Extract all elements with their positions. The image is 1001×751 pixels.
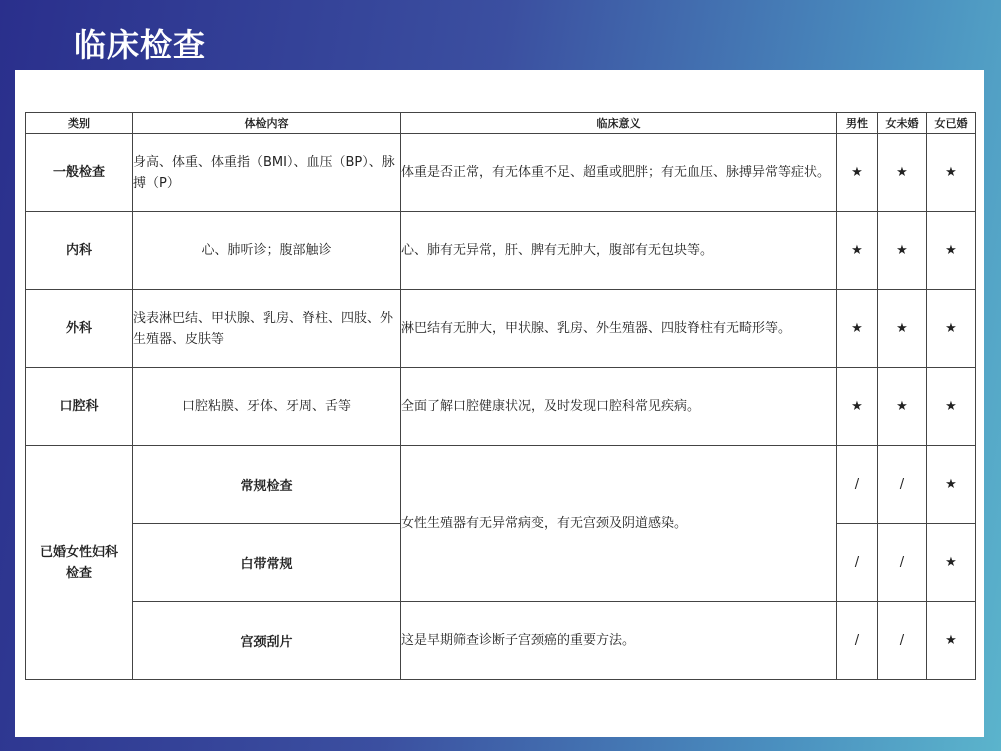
row-significance: 全面了解口腔健康状况，及时发现口腔科常见疾病。: [401, 368, 837, 446]
gyn-item-content: 白带常规: [133, 524, 401, 602]
header-content: 体检内容: [133, 113, 401, 134]
row-content: 口腔粘膜、牙体、牙周、舌等: [133, 368, 401, 446]
content-panel: [15, 70, 984, 737]
table-row: [26, 290, 976, 368]
header-significance: 临床意义: [401, 113, 837, 134]
female-married-mark: ★: [927, 446, 976, 524]
row-content: 心、肺听诊；腹部触诊: [133, 212, 401, 290]
row-significance: 心、肺有无异常，肝、脾有无肿大，腹部有无包块等。: [401, 212, 837, 290]
female-married-mark: ★: [927, 212, 976, 290]
female-unmarried-mark: ★: [878, 212, 927, 290]
table-header-row: [26, 113, 976, 134]
row-category: 外科: [26, 290, 133, 368]
gyn-item-content: 宫颈刮片: [133, 602, 401, 680]
row-content: 浅表淋巴结、甲状腺、乳房、脊柱、四肢、外生殖器、皮肤等: [133, 290, 401, 368]
row-category: 口腔科: [26, 368, 133, 446]
row-significance: 体重是否正常，有无体重不足、超重或肥胖；有无血压、脉搏异常等症状。: [401, 134, 837, 212]
table-row: [26, 446, 976, 524]
row-category: 内科: [26, 212, 133, 290]
table-row: [26, 212, 976, 290]
page-title: 临床检查: [74, 26, 207, 64]
gyn-category: 已婚女性妇科检查: [26, 446, 133, 680]
table-row: [26, 368, 976, 446]
gyn-shared-significance: 女性生殖器有无异常病变，有无宫颈及阴道感染。: [401, 446, 837, 602]
gyn-item-significance: 这是早期筛查诊断子宫颈癌的重要方法。: [401, 602, 837, 680]
male-mark: /: [837, 602, 878, 680]
header-female-unmarried: 女未婚: [878, 113, 927, 134]
female-unmarried-mark: /: [878, 524, 927, 602]
row-category: 一般检查: [26, 134, 133, 212]
header-male: 男性: [837, 113, 878, 134]
male-mark: ★: [837, 290, 878, 368]
exam-table: [25, 112, 976, 680]
female-unmarried-mark: ★: [878, 290, 927, 368]
female-unmarried-mark: /: [878, 602, 927, 680]
female-married-mark: ★: [927, 602, 976, 680]
table-row: [26, 134, 976, 212]
row-significance: 淋巴结有无肿大，甲状腺、乳房、外生殖器、四肢脊柱有无畸形等。: [401, 290, 837, 368]
male-mark: ★: [837, 212, 878, 290]
row-content: 身高、体重、体重指（BMI）、血压（BP）、脉搏（P）: [133, 134, 401, 212]
female-married-mark: ★: [927, 290, 976, 368]
female-unmarried-mark: ★: [878, 368, 927, 446]
female-married-mark: ★: [927, 524, 976, 602]
female-unmarried-mark: ★: [878, 134, 927, 212]
male-mark: /: [837, 446, 878, 524]
female-unmarried-mark: /: [878, 446, 927, 524]
female-married-mark: ★: [927, 134, 976, 212]
table-row: [26, 602, 976, 680]
header-female-married: 女已婚: [927, 113, 976, 134]
female-married-mark: ★: [927, 368, 976, 446]
male-mark: ★: [837, 368, 878, 446]
gyn-item-content: 常规检查: [133, 446, 401, 524]
male-mark: /: [837, 524, 878, 602]
header-category: 类别: [26, 113, 133, 134]
male-mark: ★: [837, 134, 878, 212]
